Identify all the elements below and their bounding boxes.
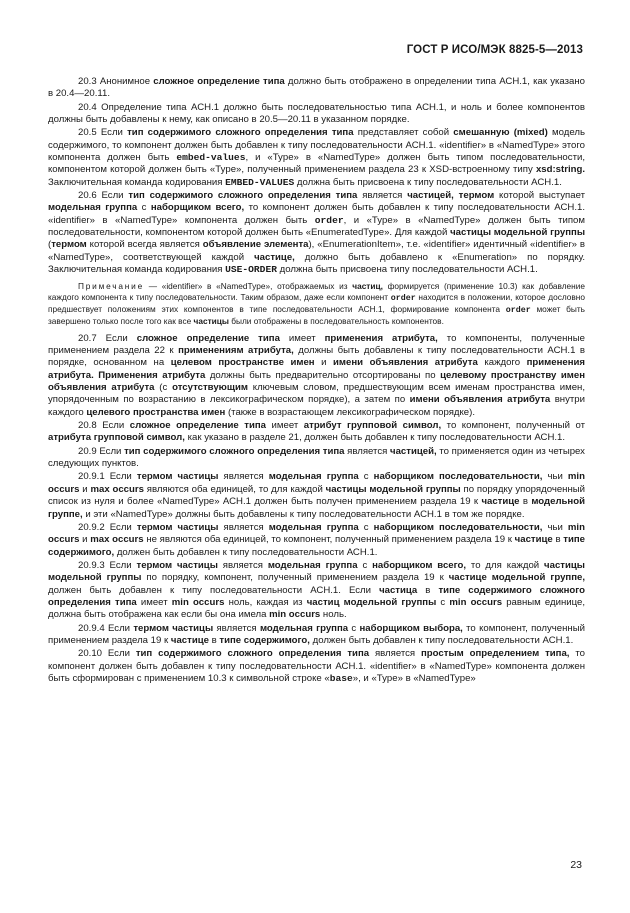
text-run: должно быть отображено в определении типа АСН.1, как указано в 20.4—20.11.	[48, 76, 585, 100]
text-run: как указано в разделе 21, должен быть добавлен к типу последовательности АСН.1.	[184, 432, 566, 444]
bold-term: термом частицы	[136, 471, 219, 483]
bold-term: атрибута групповой символ,	[48, 432, 185, 444]
bold-term: сложное определение типа	[129, 420, 267, 432]
bold-term: min occurs	[171, 596, 225, 608]
text-run: не являются оба единицей, то компонент, полученный применением раздела 19 к	[143, 534, 515, 546]
bold-term: имени объявления атрибута	[333, 357, 478, 369]
text-run: с	[358, 521, 374, 533]
paragraph	[48, 127, 585, 189]
code-term: USE-ORDER	[225, 264, 277, 276]
text-run: (	[48, 239, 52, 251]
bold-term: простым определением типа,	[421, 648, 570, 660]
text-run: имеет	[136, 596, 172, 608]
text-run: должен быть добавлен к типу последовательности АСН.1. Если	[48, 584, 380, 596]
text-run: является	[218, 471, 269, 483]
bold-term: min occurs	[269, 609, 321, 621]
text-run: является	[369, 648, 422, 660]
text-run: то компоненты, полученные применением раздела 22 к	[48, 332, 585, 357]
bold-term: частиц,	[352, 280, 383, 291]
text-run: имеет	[279, 332, 325, 344]
text-run: с	[436, 596, 450, 608]
text-run: чьи	[542, 521, 568, 533]
paragraph	[48, 623, 585, 648]
text-run: должна быть присвоена типу последовательности АСН.1.	[276, 264, 538, 276]
bold-term: частице	[170, 634, 209, 646]
bold-term: модельная группа	[268, 471, 359, 483]
text-run: которой всегда является	[86, 239, 203, 251]
bold-term: частице модельной группе,	[448, 572, 586, 584]
text-run: в	[417, 584, 439, 596]
code-term: order	[314, 214, 344, 226]
paragraph	[48, 522, 585, 559]
text-run: 20.6 Если	[78, 190, 129, 202]
text-run: по порядку упорядоченный список из нуля и более «NamedType» АСН.1 должен быть получен применением раздела 19 к	[48, 483, 586, 508]
text-run: по порядку, компонент, полученный применением раздела 19 к	[141, 572, 449, 584]
code-term: order	[505, 306, 531, 316]
bold-term: целевом пространстве имен	[170, 357, 315, 369]
text-run: должен быть добавлен к типу последовательности АСН.1.	[309, 634, 574, 646]
body-text	[48, 76, 585, 686]
bold-term: модельная группа	[267, 559, 358, 571]
bold-term: наборщиком всего,	[372, 559, 467, 571]
bold-term: частицей,	[390, 445, 437, 457]
text-run: может быть завершено только после того как все	[48, 304, 585, 327]
text-run: в	[519, 496, 532, 508]
text-run: равным единице, должна быть отображена как если бы она имела	[48, 596, 586, 621]
bold-term: сложное определение типа	[136, 332, 280, 344]
text-run: является	[217, 559, 268, 571]
text-run: и	[79, 483, 91, 495]
text-run: », и «Type» в «NamedType»	[352, 672, 476, 684]
code-term: embed-values	[176, 152, 246, 164]
bold-term: модельная группа	[48, 202, 138, 214]
bold-term: типе содержимого,	[219, 634, 310, 646]
text-run: с	[358, 471, 374, 483]
bold-term: применения атрибута. Применения атрибута	[48, 357, 585, 381]
bold-term: частице,	[254, 251, 295, 263]
text-run: должны быть добавлены к типу последовательности АСН.1 в порядке, основанном на	[48, 345, 585, 369]
text-run: представляет собой	[353, 127, 454, 139]
text-run: является	[218, 521, 269, 533]
text-run: с	[348, 622, 360, 634]
page-number: 23	[570, 859, 582, 871]
text-run: 20.10 Если	[78, 648, 136, 660]
text-run: должна быть присвоена к типу последовательности АСН.1.	[294, 176, 562, 188]
bold-term: применения атрибута,	[324, 332, 438, 344]
text-run: ключевым словом, предшествующим всем именам пространства имен, упорядоченным по возрастанию в лексикографическом порядке), а затем по	[48, 382, 585, 406]
text-run: должен быть добавлен к типу последовательности АСН.1.	[114, 546, 378, 558]
text-run: то компонент должен быть добавлен к типу последовательности АСН.1. «identifier» в «NamedType» компонента должен быть	[48, 202, 586, 226]
bold-term: имени объявления атрибута	[409, 394, 551, 406]
bold-term: объявление элемента	[202, 239, 309, 251]
bold-term: тип содержимого сложного определения типа	[135, 648, 370, 660]
text-run: в	[552, 534, 564, 546]
bold-term: частицы модельной группы	[450, 227, 586, 239]
bold-term: наборщиком всего,	[150, 202, 245, 214]
text-run: и	[314, 357, 334, 369]
bold-term: тип содержимого сложного определения типа	[127, 127, 354, 139]
text-run: ноль.	[320, 609, 347, 621]
text-run: то компонент, полученный от	[441, 420, 585, 432]
text-run: является	[344, 445, 391, 457]
text-run: 20.7 Если	[78, 332, 137, 344]
text-run: с	[357, 559, 373, 571]
bold-term: max occurs	[90, 534, 144, 546]
bold-term: наборщиком последовательности,	[373, 471, 543, 483]
paragraph	[48, 471, 585, 520]
text-run: является	[213, 622, 260, 634]
bold-term: сложное определение типа	[153, 76, 285, 87]
text-run: 20.9.4 Если	[78, 622, 134, 634]
text-run: то применяется один из четырех следующих пунктов.	[48, 445, 585, 470]
text-run: были отображены в последовательность компонентов.	[228, 316, 444, 327]
paragraph	[48, 102, 585, 127]
bold-term: частицей,	[407, 190, 454, 202]
bold-term: типе содержимого сложного определения типа	[48, 584, 585, 608]
bold-term: min occurs	[48, 521, 585, 546]
document-header: ГОСТ Р ИСО/МЭК 8825-5—2013	[406, 44, 583, 56]
text-run: то для каждой	[466, 559, 545, 571]
bold-term: частицы	[193, 316, 229, 327]
text-run: 20.9 Если	[78, 445, 125, 457]
text-run: с	[137, 202, 151, 214]
bold-term: xsd:string.	[535, 164, 585, 176]
text-run: , и «Type» в «NamedType» должен быть типом последовательности, компонентом которой должен быть «Type», полученный применением раздела 23 к XSD-встроенному типу	[48, 152, 585, 176]
bold-term: частицы модельной группы	[48, 559, 585, 584]
text-run: (с	[154, 382, 173, 394]
text-run: формируется (применение 10.3) как добавление каждого компонента к типу последовательности. Таким образом, даже если компонент	[48, 280, 585, 302]
text-run: должно быть добавлено к «Enumeration» по порядку. Заключительная команда кодирования	[48, 251, 586, 276]
bold-term: целевого пространства имен	[86, 406, 226, 418]
bold-term: тип содержимого сложного определения типа	[128, 190, 358, 202]
bold-term: min occurs	[48, 471, 585, 495]
note-label: Примечание	[78, 280, 145, 291]
text-run: 20.3 Анонимное	[78, 76, 154, 87]
text-run: ), «EnumerationItem», т.е. «identifier» идентичный «identifier» в «NamedType», соответствующей каждой	[48, 239, 585, 263]
text-run: модель содержимого, то компонент должен быть добавлен к типу последовательности АСН.1. «identifier» в «NamedType» этого компонента должен быть	[48, 127, 585, 164]
paragraph	[48, 190, 585, 276]
bold-term: термом частицы	[133, 622, 214, 634]
bold-term: термом частицы	[136, 559, 218, 571]
bold-term: тип содержимого сложного определения типа	[124, 445, 345, 457]
bold-term: термом	[458, 190, 495, 202]
bold-term: целевому пространству имен объявления атрибута	[48, 369, 585, 394]
bold-term: типе содержимого,	[48, 534, 585, 558]
text-run: должны быть предварительно отсортированы по	[205, 369, 441, 381]
text-run: ноль, каждая из	[224, 596, 307, 608]
text-run: то компонент должен быть добавлен к типу последовательности АСН.1. «identifier» в «NamedType» компонента должен быть сформирован с применением 10.3 к символьной строке «	[48, 648, 585, 684]
text-run: и	[79, 534, 91, 546]
bold-term: модельной группе,	[48, 496, 585, 520]
code-term: order	[390, 293, 416, 303]
paragraph	[48, 560, 585, 622]
code-term: base	[329, 672, 353, 684]
text-run: 20.8 Если	[78, 420, 130, 432]
text-run: 20.5 Если	[78, 127, 128, 139]
bold-term: атрибут групповой символ,	[303, 420, 442, 432]
paragraph	[48, 333, 585, 419]
paragraph	[48, 446, 585, 471]
bold-term: частицы модельной группы	[325, 483, 461, 495]
text-run: находится в положении, которое дословно предшествует положениям этих компонентов в типе последовательности АСН.1, формирование компонента	[48, 291, 586, 315]
text-run: , и «Type» в «NamedType» должен быть типом последовательности, компонентом которой должен быть «EnumeratedType». Для каждой	[48, 214, 585, 239]
text-run: (также в возрастающем лексикографическом порядке).	[225, 406, 475, 418]
paragraph	[48, 648, 585, 685]
text-run: имеет	[266, 420, 304, 432]
bold-term: частице	[481, 496, 520, 508]
bold-term: модельная группа	[259, 622, 349, 634]
bold-term: термом частицы	[136, 521, 219, 533]
text-run: 20.9.1 Если	[78, 471, 137, 483]
bold-term: частице	[514, 534, 553, 546]
text-run: Заключительная команда кодирования	[48, 176, 226, 188]
text-run: в	[208, 634, 220, 646]
bold-term: min occurs	[449, 596, 503, 608]
bold-term: модельная группа	[268, 521, 359, 533]
paragraph	[48, 420, 585, 445]
bold-term: применениям атрибута,	[178, 345, 294, 357]
text-run: 20.9.2 Если	[78, 521, 137, 533]
text-run: и эти «NamedType» должны быть добавлены к типу последовательности АСН.1 в том же порядке.	[82, 508, 525, 520]
text-run: чьи	[542, 471, 568, 483]
bold-term: наборщиком последовательности,	[373, 521, 543, 533]
text-run: то компонент, полученный применением раздела 19 к	[48, 622, 585, 646]
paragraph	[48, 76, 585, 101]
text-run: является	[357, 190, 408, 202]
text-run: являются оба единицей, то для каждой	[143, 483, 326, 495]
bold-term: смешанную (mixed)	[453, 127, 548, 139]
text-run: 20.4 Определение типа АСН.1 должно быть последовательностью типа АСН.1, и ноль и более компонентов должны быть добавлены к нему, как описано в 20.5—20.11 в указанном порядке.	[48, 101, 585, 126]
text-run: 20.9.3 Если	[78, 559, 137, 571]
text-run: — «identifier» в «NamedType», отображаемых из	[144, 280, 353, 291]
bold-term: термом	[51, 239, 87, 251]
text-run: каждого	[477, 357, 527, 369]
code-term: EMBED-VALUES	[225, 176, 295, 188]
bold-term: отсутствующим	[172, 382, 248, 394]
bold-term: частица	[379, 584, 418, 596]
bold-term: наборщиком выбора,	[359, 622, 463, 634]
bold-term: частиц модельной группы	[306, 596, 437, 608]
note-paragraph	[48, 281, 585, 328]
bold-term: max occurs	[90, 483, 144, 495]
text-run: внутри каждого	[48, 394, 585, 418]
text-run: которой выступает	[494, 190, 585, 202]
